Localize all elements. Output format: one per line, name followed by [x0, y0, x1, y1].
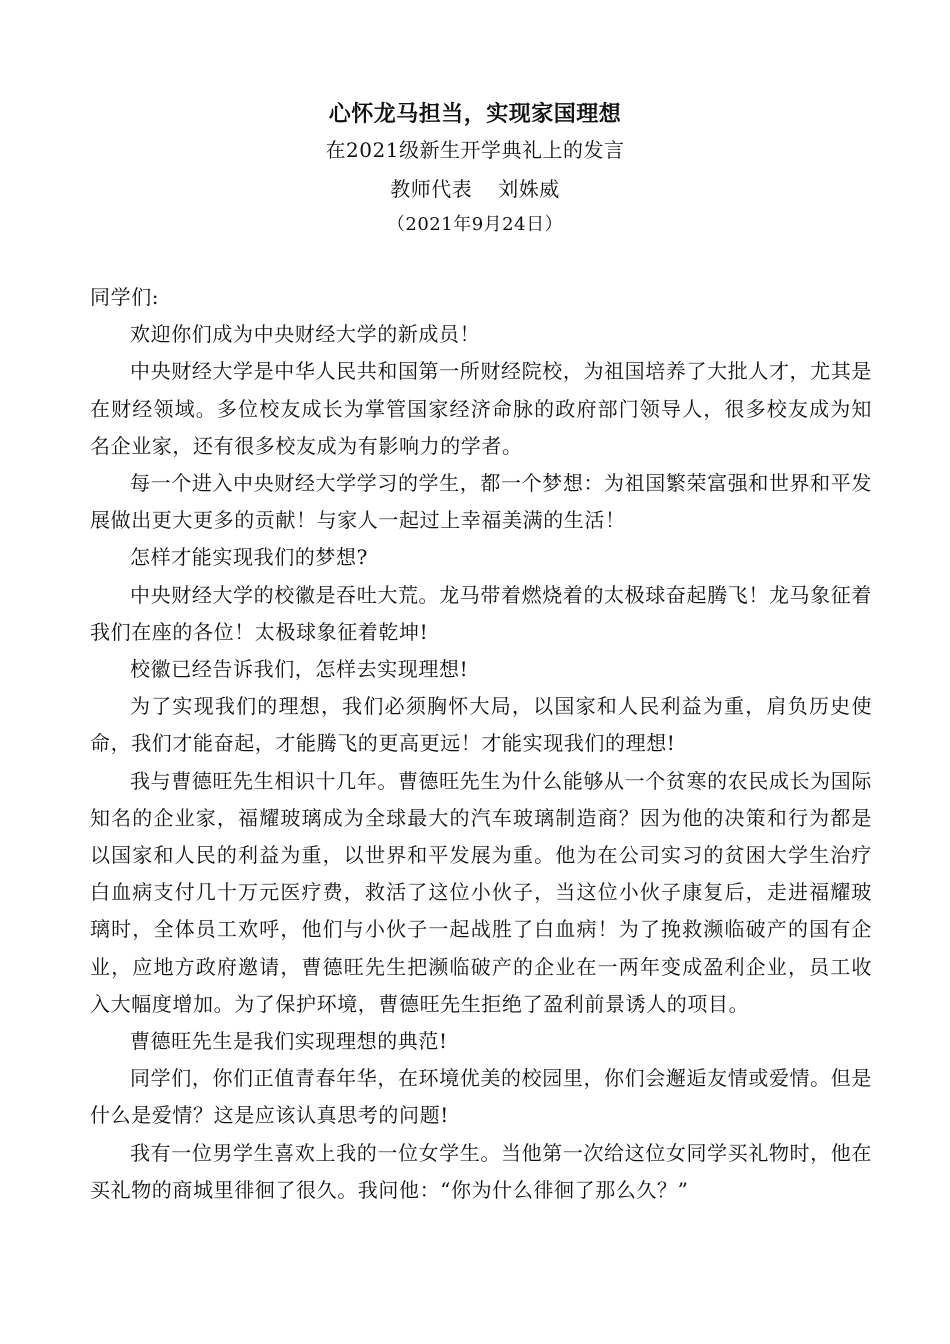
page-subtitle: 在2021级新生开学典礼上的发言 — [325, 138, 625, 162]
author-line — [0, 173, 950, 202]
author-name: 刘姝威 — [498, 177, 560, 201]
paragraph: 中央财经大学是中华人民共和国第一所财经院校，为祖国培养了大批人才，尤其是在财经领域。多位校友成长为掌管国家经济命脉的政府部门领导人，很多校友成为知名企业家，还有很多校友成为有影响力的学者。 — [90, 359, 872, 458]
paragraph: 为了实现我们的理想，我们必须胸怀大局，以国家和人民利益为重，肩负历史使命，我们才能奋起，才能腾飞的更高更远！才能实现我们的理想! — [90, 694, 872, 756]
paragraph: 同学们，你们正值青春年华，在环境优美的校园里，你们会邂逅友情或爱情。但是什么是爱情？这是应该认真思考的问题! — [90, 1066, 872, 1128]
paragraph: 欢迎你们成为中央财经大学的新成员！ — [130, 322, 481, 347]
paragraph: 每一个进入中央财经大学学习的学生，都一个梦想：为祖国繁荣富强和世界和平发展做出更大更多的贡献！与家人一起过上幸福美满的生活！ — [90, 471, 872, 533]
paragraph: 校徽已经告诉我们，怎样去实现理想! — [130, 657, 469, 682]
author-role: 教师代表 — [390, 177, 473, 201]
paragraph: 我与曹德旺先生相识十几年。曹德旺先生为什么能够从一个贫寒的农民成长为国际知名的企业家，福耀玻璃成为全球最大的汽车玻璃制造商？因为他的决策和行为都是以国家和人民的利益为重，以世界和平发展为重。他为在公司实习的贫困大学生治疗白血病支付几十万元医疗费，救活了这位小伙子，当这位小伙子康复后，走进福耀玻璃时，全体员工欢呼，他们与小伙子一起战胜了白血病！为了挽救濒临破产的国有企业，应地方政府邀请，曹德旺先生把濒临破产的企业在一两年变成盈利企业，员工收入大幅度增加。为了保护环境，曹德旺先生拒绝了盈利前景诱人的项目。 — [90, 768, 872, 1016]
paragraph: 曹德旺先生是我们实现理想的典范! — [130, 1029, 448, 1054]
page-title: 心怀龙马担当，实现家国理想 — [328, 101, 622, 127]
speech-date: （2021年9月24日） — [386, 214, 564, 235]
salutation: 同学们: — [90, 285, 160, 309]
paragraph: 我有一位男学生喜欢上我的一位女学生。当他第一次给这位女同学买礼物时，他在买礼物的商城里徘徊了很久。我问他：“你为什么徘徊了那么久？” — [90, 1140, 872, 1202]
paragraph: 中央财经大学的校徽是吞吐大荒。龙马带着燃烧着的太极球奋起腾飞！龙马象征着我们在座的各位！太极球象征着乾坤! — [90, 582, 872, 644]
speech-body — [90, 279, 872, 1209]
paragraph: 怎样才能实现我们的梦想? — [130, 545, 368, 570]
